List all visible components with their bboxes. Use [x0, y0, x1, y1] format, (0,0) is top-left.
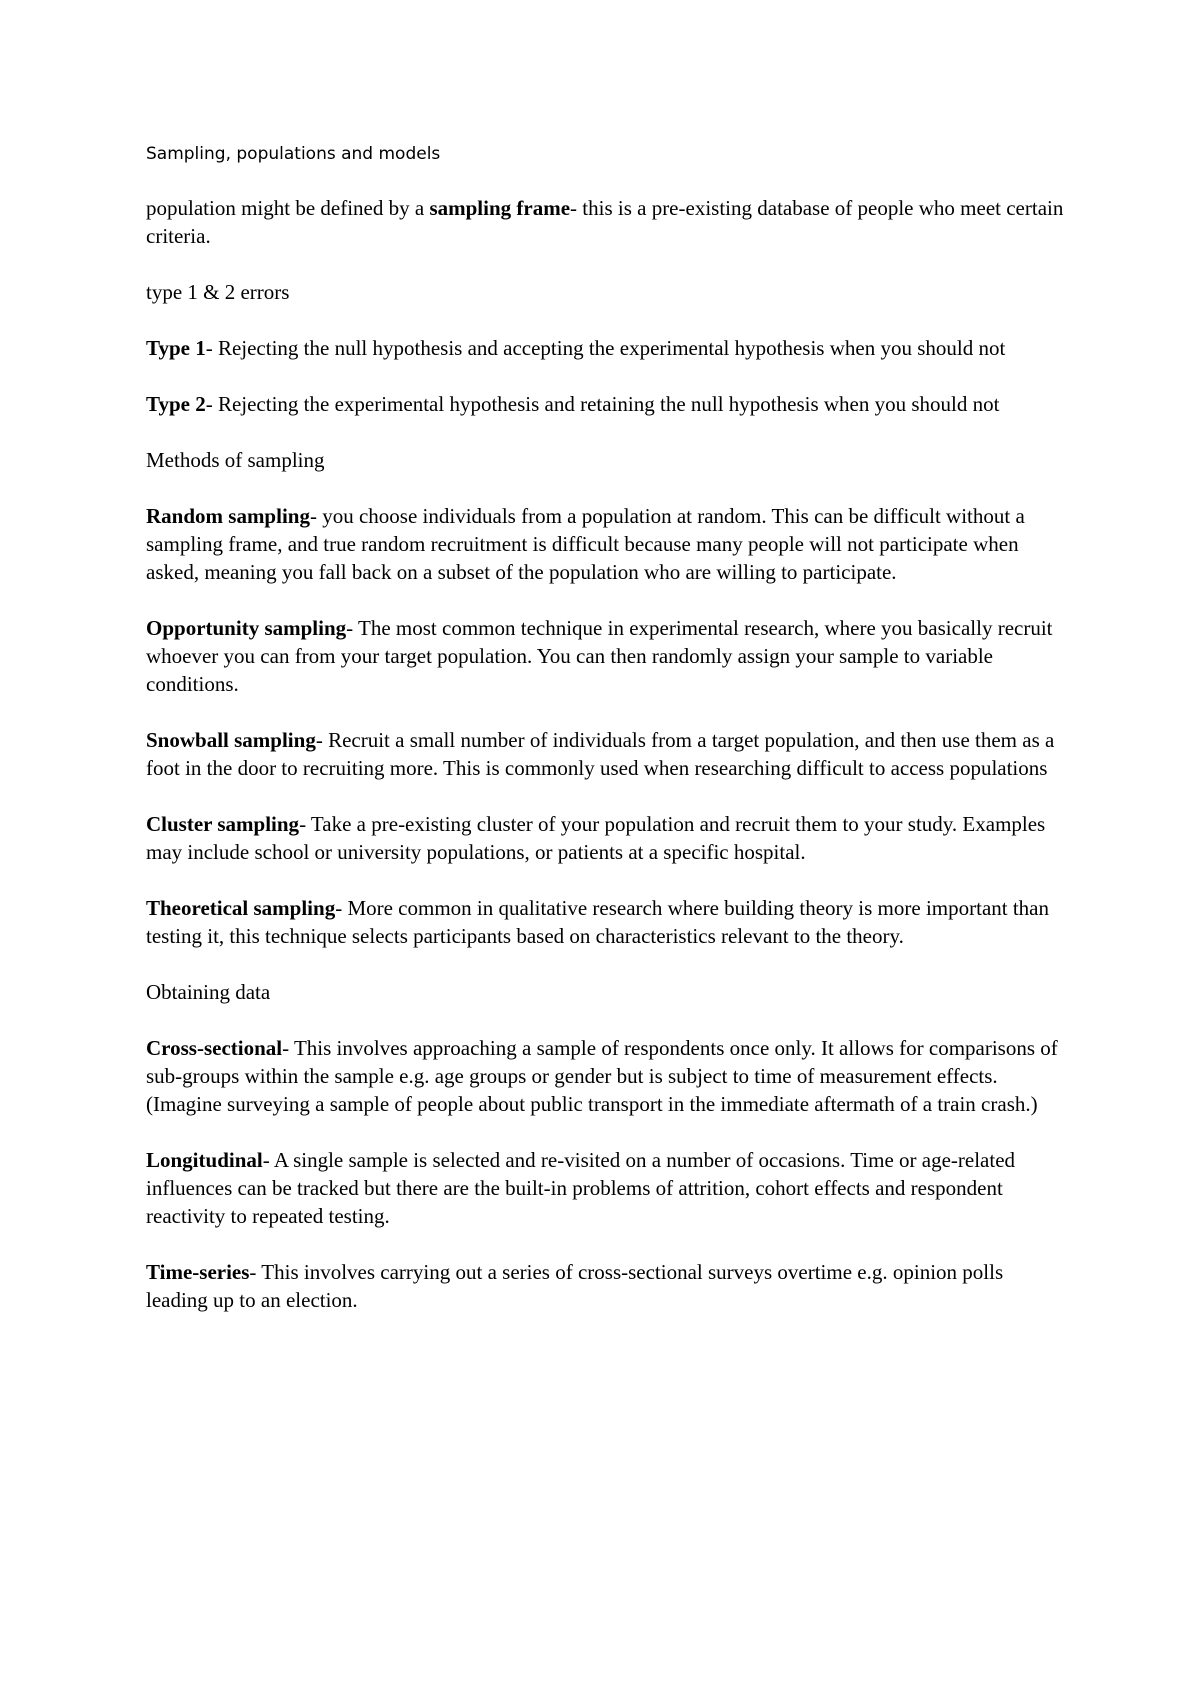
time-series-paragraph: [146, 1258, 1066, 1314]
cross-sectional-text: - This involves approaching a sample of respondents once only. It allows for comparisons of sub-groups within the sample e.g. age groups or gender but is subject to time of measurement effects. (Imagine surveying a sample of people about public transport in the immediate aftermath of a train crash.): [146, 1036, 1058, 1116]
opportunity-sampling-text: - The most common technique in experimental research, where you basically recruit whoever you can from your target population. You can then randomly assign your sample to variable conditions.: [146, 616, 1053, 696]
type2-paragraph: [146, 390, 1066, 418]
intro-term: sampling frame: [429, 196, 571, 220]
opportunity-sampling-term: Opportunity sampling: [146, 616, 347, 640]
longitudinal-paragraph: [146, 1146, 1066, 1230]
random-sampling-term: Random sampling: [146, 504, 310, 528]
document-body: [146, 140, 1066, 1342]
errors-heading: type 1 & 2 errors: [146, 280, 290, 304]
theoretical-sampling-text: - More common in qualitative research where building theory is more important than testing it, this technique selects participants based on characteristics relevant to the theory.: [146, 896, 1049, 948]
cross-sectional-term: Cross-sectional: [146, 1036, 283, 1060]
snowball-sampling-text: - Recruit a small number of individuals from a target population, and then use them as a foot in the door to recruiting more. This is commonly used when researching difficult to access populations: [146, 728, 1055, 780]
cluster-sampling-text: - Take a pre-existing cluster of your population and recruit them to your study. Examples may include school or university populations, or patients at a specific hospital.: [146, 812, 1046, 864]
opportunity-sampling-paragraph: [146, 614, 1066, 698]
theoretical-sampling-term: Theoretical sampling: [146, 896, 336, 920]
type1-text: - Rejecting the null hypothesis and accepting the experimental hypothesis when you should not: [205, 336, 1006, 360]
data-heading: Obtaining data: [146, 980, 271, 1004]
type1-term: Type 1: [146, 336, 206, 360]
methods-heading: Methods of sampling: [146, 448, 325, 472]
longitudinal-text: - A single sample is selected and re-visited on a number of occasions. Time or age-related influences can be tracked but there are the built-in problems of attrition, cohort effects and respondent reactivity to repeated testing.: [146, 1148, 1016, 1228]
time-series-term: Time-series: [146, 1260, 250, 1284]
intro-text-after: - this is a pre-existing database of people who meet certain criteria.: [146, 196, 1064, 248]
intro-text-before: population might be defined by a: [146, 196, 430, 220]
cluster-sampling-term: Cluster sampling: [146, 812, 300, 836]
type2-term: Type 2: [146, 392, 206, 416]
cluster-sampling-paragraph: [146, 810, 1066, 866]
snowball-sampling-term: Snowball sampling: [146, 728, 316, 752]
random-sampling-text: - you choose individuals from a population at random. This can be difficult without a sampling frame, and true random recruitment is difficult because many people will not participate when asked, meaning you fall back on a subset of the population who are willing to participate.: [146, 504, 1025, 584]
snowball-sampling-paragraph: [146, 726, 1066, 782]
theoretical-sampling-paragraph: [146, 894, 1066, 950]
longitudinal-term: Longitudinal: [146, 1148, 263, 1172]
time-series-text: - This involves carrying out a series of cross-sectional surveys overtime e.g. opinion polls leading up to an election.: [146, 1260, 1004, 1312]
cross-sectional-paragraph: [146, 1034, 1066, 1118]
type2-text: - Rejecting the experimental hypothesis and retaining the null hypothesis when you should not: [205, 392, 1000, 416]
random-sampling-paragraph: [146, 502, 1066, 586]
document-title: Sampling, populations and models: [146, 144, 441, 164]
intro-paragraph: [146, 194, 1066, 250]
type1-paragraph: [146, 334, 1066, 362]
